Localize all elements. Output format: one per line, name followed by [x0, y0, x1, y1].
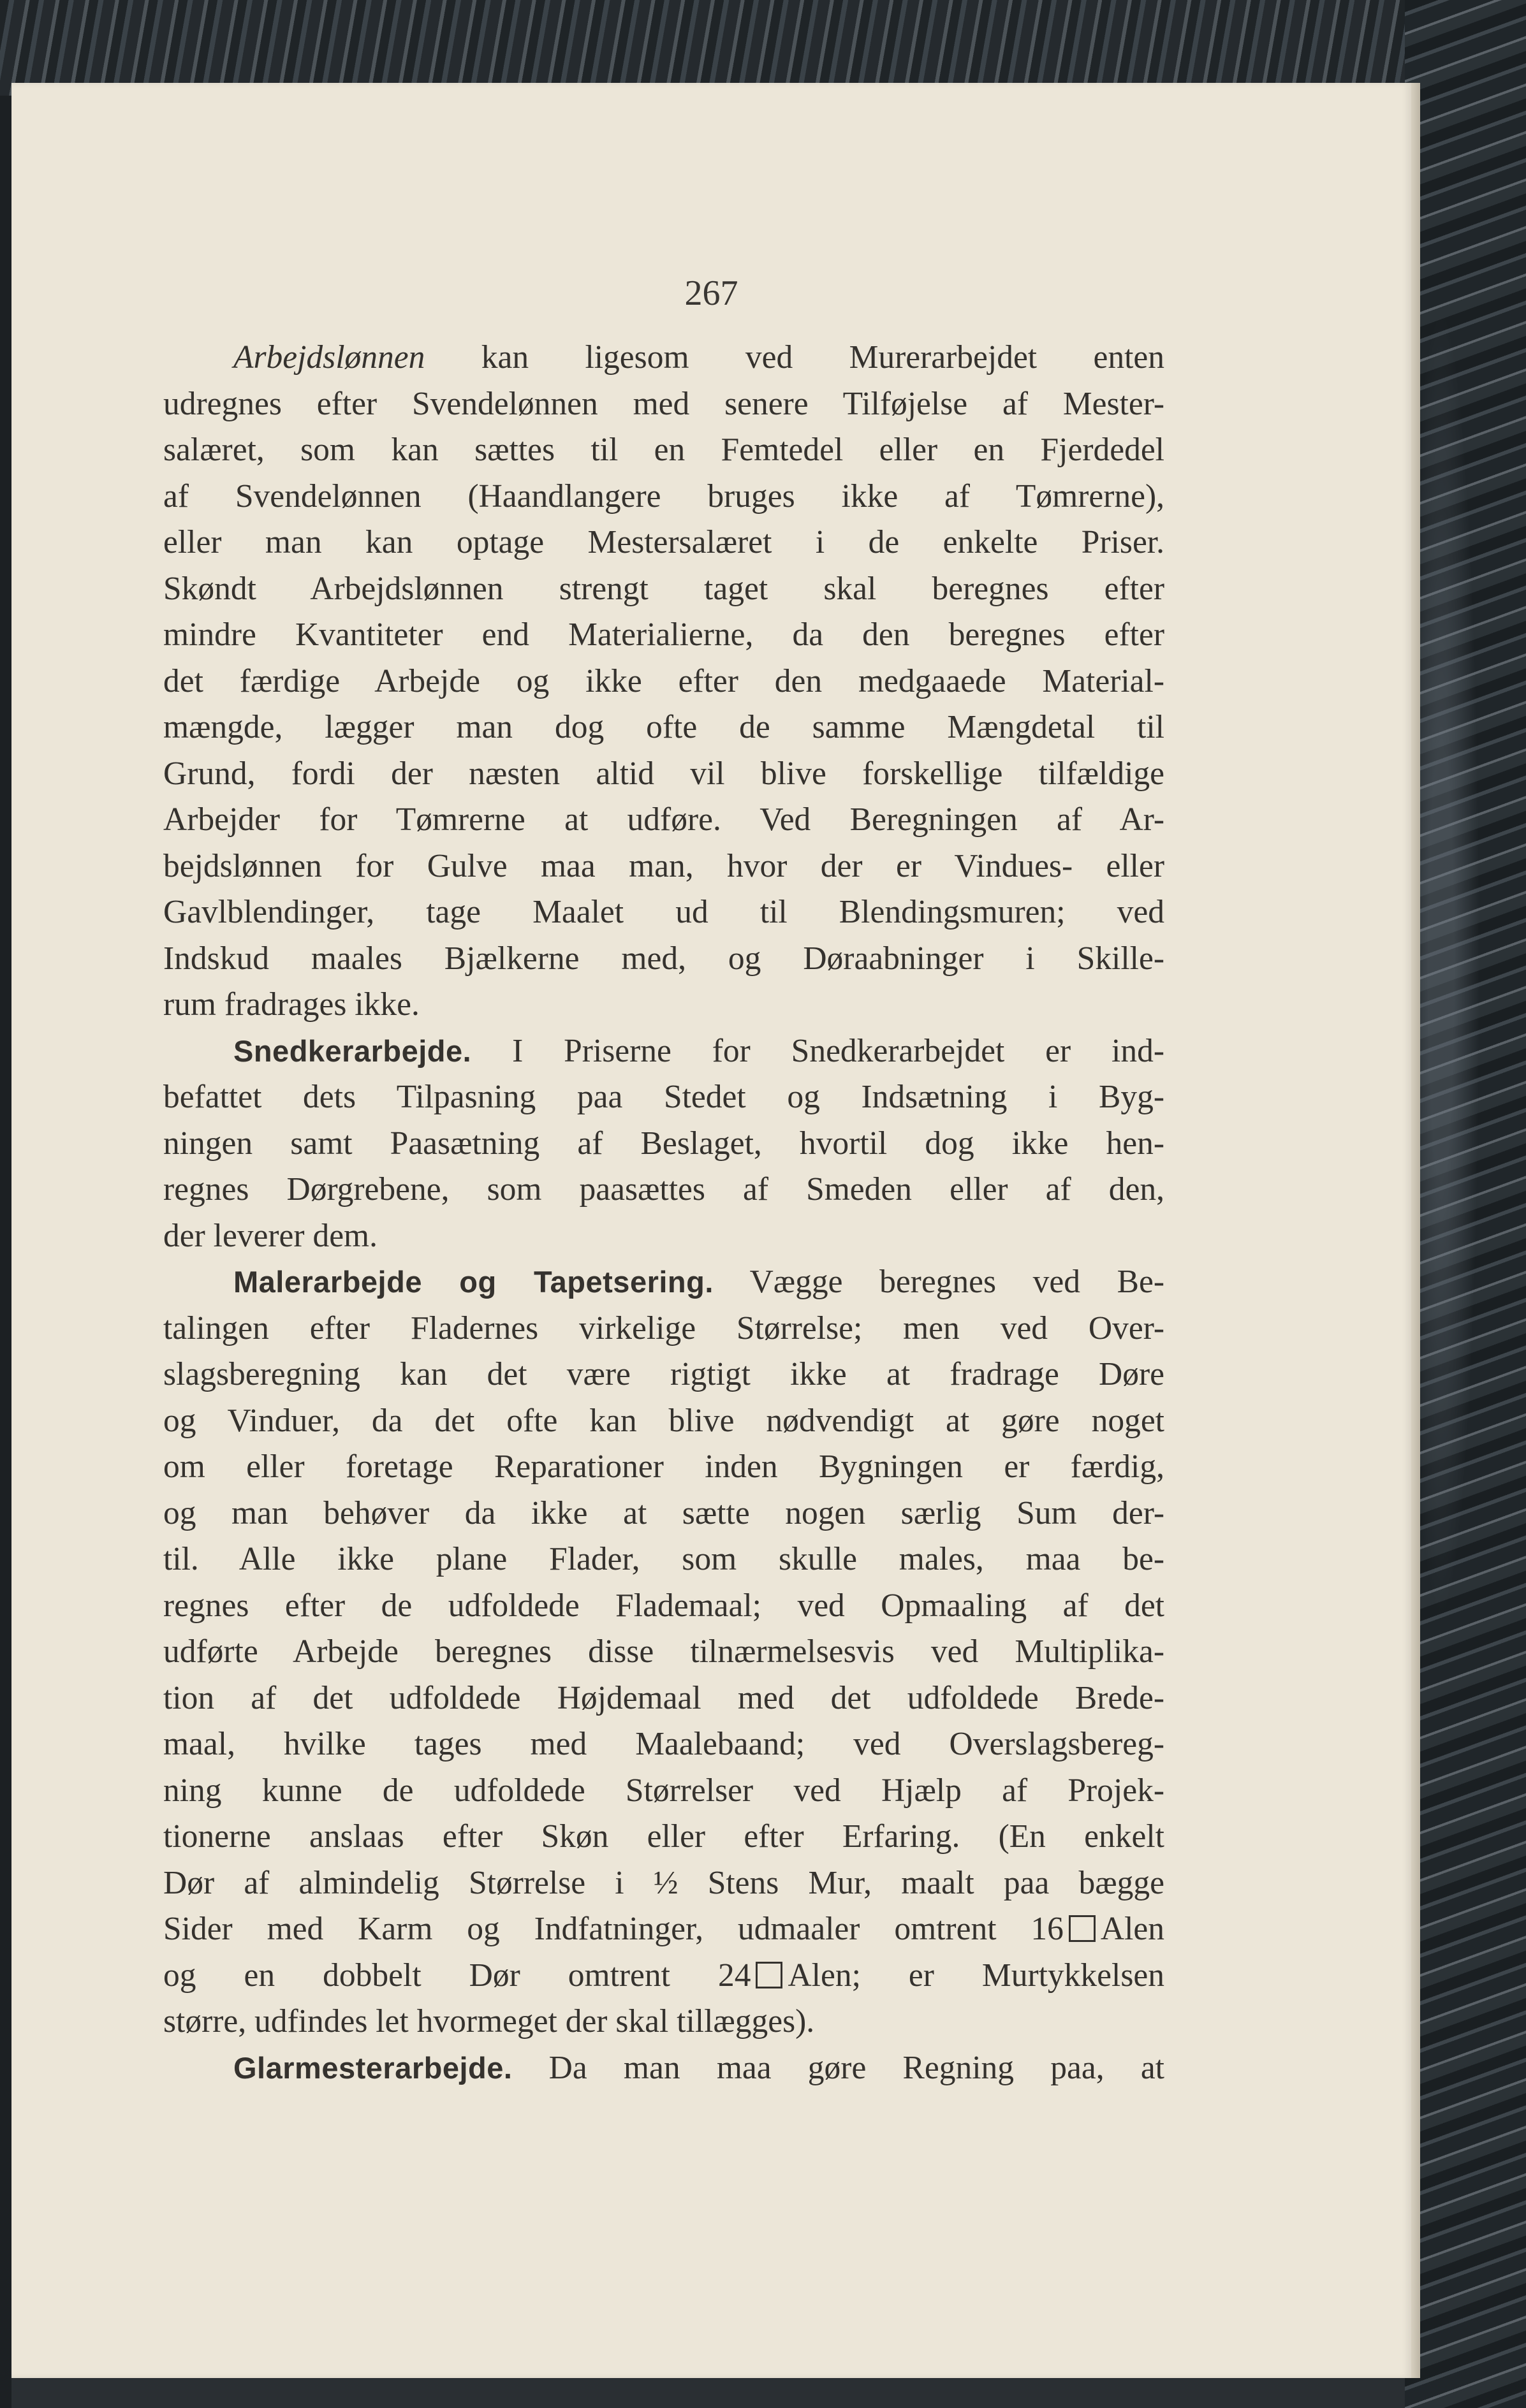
text-run: befattet dets Tilpasning paa Stedet og Indsætning i Byg- — [163, 1079, 1164, 1115]
body-text — [163, 335, 1164, 2091]
text-run: Vægge beregnes ved Be- — [713, 1264, 1164, 1300]
text-line — [163, 1629, 1164, 1675]
text-run: tion af det udfoldede Højdemaal med det udfoldede Brede- — [163, 1679, 1164, 1716]
text-line — [163, 1074, 1164, 1121]
book-cover-top — [0, 0, 1526, 96]
text-line — [163, 1306, 1164, 1352]
section-heading: Snedkerarbejde. — [233, 1033, 472, 1068]
text-line — [163, 1259, 1164, 1306]
text-run: mindre Kvantiteter end Materialierne, da den beregnes efter — [163, 617, 1164, 653]
text-run: til. Alle ikke plane Flader, som skulle males, maa be- — [163, 1541, 1164, 1577]
text-line — [163, 1583, 1164, 1630]
text-run: Gavlblendinger, tage Maalet ud til Blendingsmuren; ved — [163, 894, 1164, 930]
text-run: om eller foretage Reparationer inden Bygningen er færdig, — [163, 1448, 1164, 1485]
marbled-cover-right — [1405, 0, 1526, 2408]
text-run: udregnes efter Svendelønnen med senere Tilføjelse af Mester- — [163, 385, 1164, 422]
text-line — [163, 2045, 1164, 2092]
square-symbol — [1069, 1915, 1096, 1942]
section-heading: Malerarbejde og Tapetsering. — [233, 1265, 714, 1299]
text-run: og Vinduer, da det ofte kan blive nødvendigt at gøre noget — [163, 1402, 1164, 1439]
text-line — [163, 982, 1164, 1028]
text-line — [163, 659, 1164, 705]
text-line — [163, 797, 1164, 843]
text-run: regnes efter de udfoldede Flademaal; ved Opmaaling af det — [163, 1587, 1164, 1624]
text-line — [163, 1953, 1164, 1999]
text-run: ningen samt Paasætning af Beslaget, hvortil dog ikke hen- — [163, 1125, 1164, 1162]
text-line — [163, 1491, 1164, 1537]
square-symbol — [756, 1962, 782, 1988]
text-line — [163, 1721, 1164, 1768]
text-line — [163, 474, 1164, 520]
text-run: Sider med Karm og Indfatninger, udmaaler omtrent 16 — [163, 1911, 1064, 1947]
text-line — [163, 335, 1164, 381]
text-run: regnes Dørgrebene, som paasættes af Smeden eller af den, — [163, 1171, 1164, 1208]
text-run: maal, hvilke tages med Maalebaand; ved Overslagsbereg- — [163, 1726, 1164, 1762]
text-line — [163, 566, 1164, 613]
text-line — [163, 1167, 1164, 1213]
italic-term: Arbejdslønnen — [233, 339, 425, 376]
text-line — [163, 1028, 1164, 1075]
text-run: det færdige Arbejde og ikke efter den medgaaede Material- — [163, 662, 1164, 699]
text-line — [163, 1536, 1164, 1583]
text-line — [163, 1675, 1164, 1722]
text-run: Grund, fordi der næsten altid vil blive forskellige tilfældige — [163, 755, 1164, 792]
text-run: eller man kan optage Mestersalæret i de enkelte Priser. — [163, 524, 1164, 560]
text-run: Arbejder for Tømrerne at udføre. Ved Beregningen af Ar- — [163, 801, 1164, 838]
text-run: større, udfindes let hvormeget der skal tillægges). — [163, 2003, 815, 2040]
text-run: salæret, som kan sættes til en Femtedel eller en Fjerdedel — [163, 432, 1164, 468]
text-line — [163, 704, 1164, 751]
text-line — [163, 1352, 1164, 1398]
page-number: 267 — [684, 274, 738, 313]
book-page — [11, 83, 1411, 2378]
text-run: talingen efter Fladernes virkelige Størrelse; men ved Over- — [163, 1310, 1164, 1346]
text-run: tionerne anslaas efter Skøn eller efter Erfaring. (En enkelt — [163, 1818, 1164, 1855]
text-line — [163, 843, 1164, 890]
text-run: ning kunne de udfoldede Størrelser ved Hjælp af Projek- — [163, 1772, 1164, 1809]
section-heading: Glarmesterarbejde. — [233, 2050, 513, 2085]
text-run: Skøndt Arbejdslønnen strengt taget skal beregnes efter — [163, 570, 1164, 607]
text-line — [163, 751, 1164, 798]
text-run: og man behøver da ikke at sætte nogen særlig Sum der- — [163, 1494, 1164, 1531]
text-run: slagsberegning kan det være rigtigt ikke at fradrage Døre — [163, 1356, 1164, 1392]
text-line — [163, 936, 1164, 982]
text-line — [163, 889, 1164, 936]
text-line — [163, 1121, 1164, 1167]
text-line — [163, 1213, 1164, 1260]
text-run: Alen; er Murtykkelsen — [788, 1957, 1164, 1994]
text-run: rum fradrages ikke. — [163, 986, 420, 1023]
text-run: udførte Arbejde beregnes disse tilnærmelsesvis ved Multiplika- — [163, 1633, 1164, 1670]
text-run: der leverer dem. — [163, 1217, 378, 1254]
text-run: kan ligesom ved Murerarbejdet enten — [425, 339, 1164, 376]
text-run: Indskud maales Bjælkerne med, og Døraabninger i Skille- — [163, 940, 1164, 977]
text-line — [163, 520, 1164, 566]
text-run: Da man maa gøre Regning paa, at — [512, 2049, 1164, 2086]
text-line — [163, 1398, 1164, 1445]
text-run: bejdslønnen for Gulve maa man, hvor der er Vindues- eller — [163, 847, 1164, 884]
text-line — [163, 1906, 1164, 1953]
text-run: I Priserne for Snedkerarbejdet er ind- — [471, 1032, 1164, 1069]
text-line — [163, 612, 1164, 659]
text-run: Dør af almindelig Størrelse i ½ Stens Mur, maalt paa bægge — [163, 1864, 1164, 1901]
text-run: af Svendelønnen (Haandlangere bruges ikke af Tømrerne), — [163, 478, 1164, 514]
text-line — [163, 1999, 1164, 2045]
text-line — [163, 1814, 1164, 1860]
text-line — [163, 1768, 1164, 1814]
text-line — [163, 381, 1164, 428]
text-line — [163, 427, 1164, 474]
book-cover-left — [0, 0, 11, 2408]
text-run: mængde, lægger man dog ofte de samme Mængdetal til — [163, 709, 1164, 745]
page-edge — [1411, 83, 1420, 2378]
text-line — [163, 1444, 1164, 1491]
text-line — [163, 1860, 1164, 1907]
text-run: og en dobbelt Dør omtrent 24 — [163, 1957, 751, 1994]
text-run: Alen — [1100, 1911, 1164, 1947]
